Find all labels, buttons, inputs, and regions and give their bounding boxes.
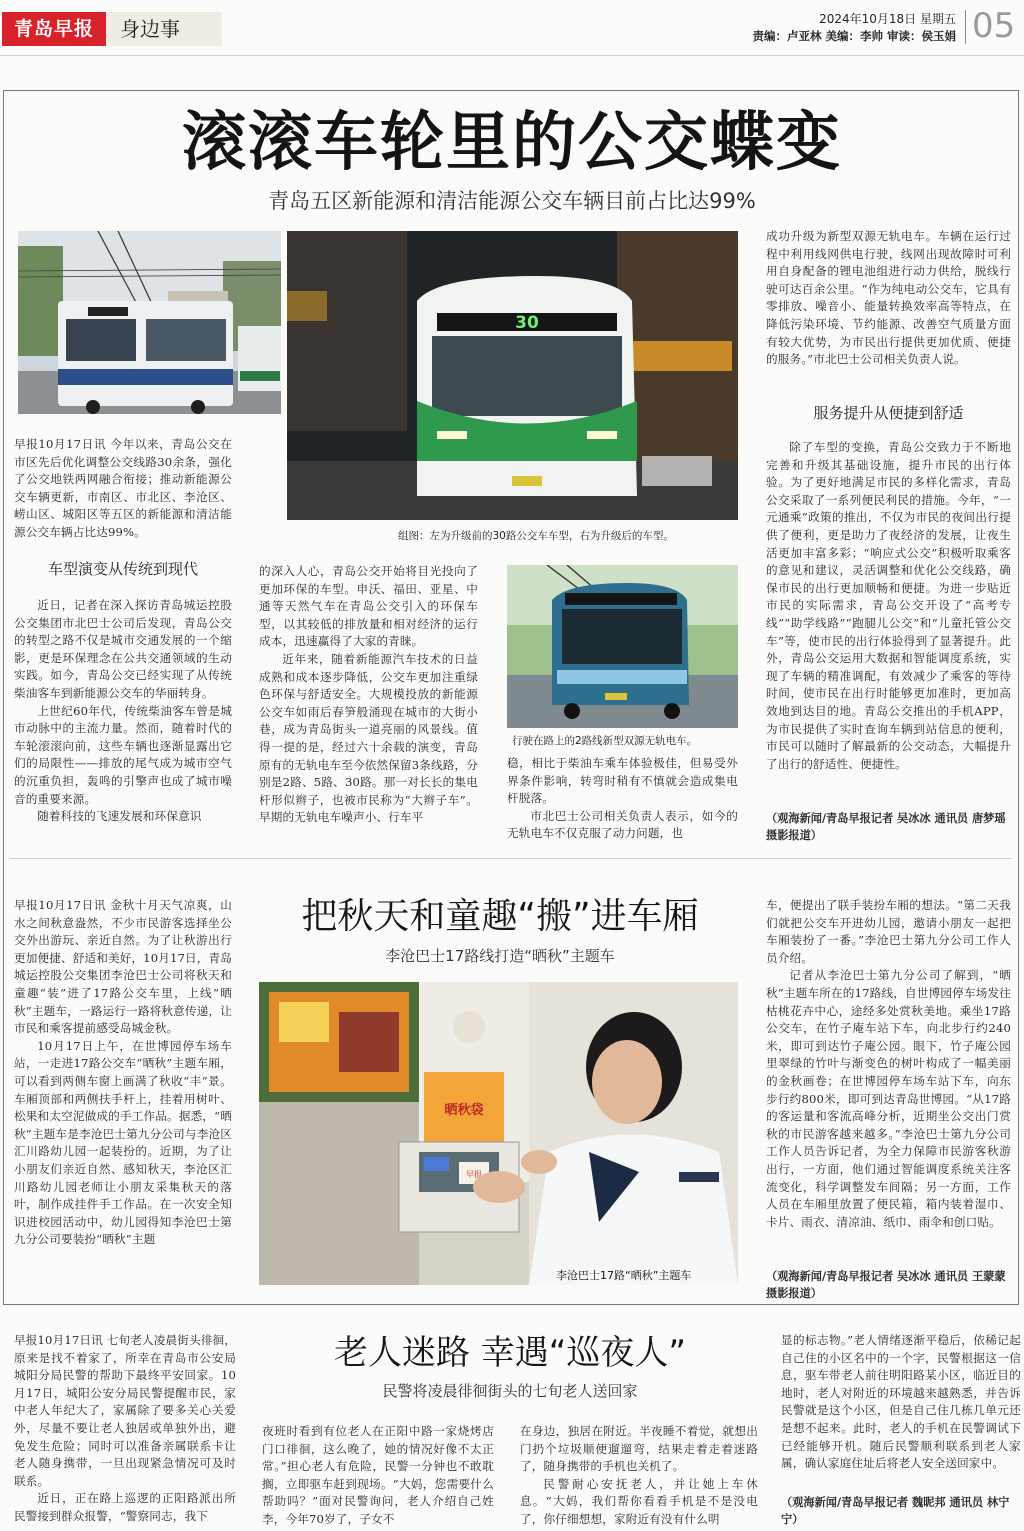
story3-headline: 老人迷路 幸遇“巡夜人” (333, 1333, 687, 1373)
paragraph: 在身边，独居在附近。半夜睡不着觉，就想出门扔个垃圾顺便遛遛弯，结果走着走着迷路了，随身携带的手机也关机了。 (520, 1424, 758, 1474)
paragraph: 夜班时看到有位老人在正阳中路一家烧烤店门口徘徊，这么晚了，她的情况好像不太正常。”担心老人有危险，民警一分钟也不敢耽搁，立即驱车赶到现场。“大妈，您需要什么帮助吗？”面对民警询问，老人介绍自己姓李，今年70岁了，子女不 (262, 1424, 494, 1526)
story1-column-2 (259, 563, 478, 843)
header-editors: 责编：卢亚林 美编：李帅 审读：侯玉娟 (752, 29, 956, 43)
paragraph: 近年来，随着新能源汽车技术的日益成熟和成本逐步降低，公交车更加注重绿色环保与舒适安全。大规模投放的新能源公交车如雨后春笋般涌现在城市的大街小巷，成为青岛街头一道亮丽的风景线。值得一提的是，经过六十余载的演变，青岛原有的无轨电车至今依然保留3条线路，分别是2路、5路、30路。那一对长长的集电杆形似辫子，也被市民称为“大辫子车”。早期的无轨电车噪声小、行车平 (259, 651, 478, 825)
paragraph: 早报10月17日讯 金秋十月天气凉爽，山水之间秋意盎然，不少市民游客选择坐公交外出游玩、亲近自然。为了让秋游出行更加便捷、舒适和美好，10月17日，青岛城运控股公交集团李沧巴士公司将秋天和童趣“装”进了17路公交车里，上线“晒秋”主题车，一路运行一路将秋意传递，让市民和乘客提前感受岛城金秋。 (14, 898, 232, 1036)
card-label: 早报 (466, 1170, 482, 1179)
header-divider (965, 10, 966, 44)
paragraph: 近日，正在路上巡逻的正阳路派出所民警接到群众报警，“警察同志，我下 (14, 1491, 236, 1523)
story2-subheadline: 李沧巴士17路线打造“晒秋”主题车 (385, 947, 615, 965)
paragraph: 显的标志物。”老人情绪逐渐平稳后，依稀记起自己住的小区名中的一个字，民警根据这一信息，驱车带老人前往明阳路某小区，临近目的地时，老人对附近的环境越来越熟悉，并告诉民警就是这个小区，但是自己住几栋几单元还是想不起来。此时，老人的手机在民警调试下已经能够开机。随后民警顺利联系到老人家属，确认家庭住址后将老人安全送回家中。 (781, 1333, 1021, 1471)
story1-photo-caption: 组图：左为升级前的30路公交车车型，右为升级后的车型。 (398, 530, 674, 542)
story1-column-4-bottom (766, 439, 1011, 809)
story-divider (10, 858, 1012, 859)
story3-column-3 (520, 1423, 758, 1528)
story1-byline: （观海新闻/青岛早报记者 吴冰冰 通讯员 唐梦瑶 摄影报道） (766, 812, 1006, 842)
section-tab: 身边事 (106, 12, 222, 46)
paragraph: 稳，相比于柴油车乘车体验极佳，但易受外界条件影响，转弯时稍有不慎就会造成集电杆脱落。 (507, 756, 738, 806)
header-rule (0, 55, 1024, 56)
story1-subheadline: 青岛五区新能源和清洁能源公交车辆目前占比达99% (268, 189, 756, 213)
paragraph: 除了车型的变换，青岛公交致力于不断地完善和升级其基础设施，提升市民的出行体验。为了更好地满足市民的多样化需求，青岛公交采取了一系列便民利民的措施。今年，“一元通乘”政策的推出，不仅为市民的夜间出行提供了便利，更是助力了夜经济的发展，让夜生活更加丰富多彩；“响应式公交”积极听取乘客的意见和建议，灵活调整和优化公交线路，确保市民的出行更加顺畅和便捷。为进一步贴近市民的实际需求，青岛公交开设了“高考专线”“助学线路”“跑腿儿公交”和“儿童托管公交车”等，使市民的出行体验得到了显著提升。此外，青岛公交运用大数据和智能调度系统，实现了车辆的精准调配，有效减少了乘客的等待时间，使市民在出行时能够更加准时，更加高效地到达目的地。青岛公交推出的手机APP，为市民提供了实时查询车辆到站信息的便利，市民可以随时了解最新的公交动态，大幅提升了出行的舒适性、便捷性。 (766, 440, 1011, 771)
page-number: 05 (972, 6, 1016, 46)
paragraph: 上世纪60年代，传统柴油客车曾是城市动脉中的主流力量。然而，随着时代的车轮滚滚向前，这些车辆也逐渐显露出它们的局限性——排放的尾气成为城市空气的沉重负担，轰鸣的引擎声也成了城市噪音的重要来源。 (14, 703, 232, 806)
paper-logo: 青岛早报 (2, 12, 106, 46)
story2-photo-caption: 李沧巴士17路“晒秋”主题车 (556, 1269, 692, 1282)
story1-lead-paragraph: 早报10月17日讯 今年以来，青岛公交在市区先后优化调整公交线路30余条，强化了公交地铁两网融合衔接；推动新能源公交车辆更新，市南区、市北区、李沧区、崂山区、城阳区等五区的新能源和清洁能源公交车辆占比达99%。 (14, 437, 232, 539)
route2-bus-photo (507, 565, 738, 728)
story1-column-1 (14, 597, 232, 843)
header-date: 2024年10月18日 星期五 (819, 12, 956, 26)
story3-column-1 (14, 1332, 236, 1528)
story1-column-4-top (766, 228, 1011, 386)
story3-column-2 (262, 1423, 494, 1528)
story2-byline: （观海新闻/青岛早报记者 吴冰冰 通讯员 王蒙蒙 摄影报道） (766, 1270, 1006, 1300)
autumn-bag-label: 晒秋袋 (444, 1103, 484, 1118)
paragraph: 的深入人心，青岛公交开始将目光投向了更加环保的车型。申沃、福田、亚星、中通等天然气车在青岛公交引入的环保车型，以其较低的排放量和相对经济的运行成本，迅速赢得了大家的青睐。 (259, 564, 478, 649)
story2-column-1 (14, 897, 232, 1284)
new-trolleybus-photo (287, 231, 738, 520)
paragraph: 车，便提出了联手装扮车厢的想法。“第二天我们就把公交车开进幼儿园，邀请小朋友一起把车厢装扮了一番。”李沧巴士第九分公司工作人员介绍。 (766, 898, 1011, 965)
paragraph: 10月17日上午，在世博园停车场车站，一走进17路公交车“晒秋”主题车厢，可以看到两侧车窗上画满了秋收“丰”景。车厢顶部和两侧扶手杆上，挂着用树叶、松果和太空泥做成的手工作品。据悉，“晒秋”主题车是李沧巴士第九分公司与李沧区汇川路幼儿园一起装扮的。近期，为了让小朋友们亲近自然、感知秋天，李沧区汇川路幼儿园老师让小朋友采集秋天的落叶，制作成挂件手工作品。在一次安全知识进校园活动中，幼儿园得知李沧巴士第九分公司要装扮“晒秋”主题 (14, 1038, 232, 1247)
story1-headline: 滚滚车轮里的公交蝶变 (182, 106, 842, 180)
paragraph: 随着科技的飞速发展和环保意识 (37, 809, 202, 824)
paragraph: 记者从李沧巴士第九分公司了解到，“晒秋”主题车所在的17路线，自世博园停车场发往枯桃花卉中心，途经多处赏秋美地。乘坐17路公交车，在竹子庵车站下车，向北步行约240米，即可到达竹子庵公园。眼下，竹子庵公园里翠绿的竹叶与渐变色的树叶构成了一幅美丽的金秋画卷；在世博园停车场车站下车，向东步行约800米，即可到达青岛世博园。“从17路的客运量和客流高峰分析，近期坐公交出门赏秋的市民游客越来越多。”李沧巴士第九分公司工作人员告诉记者，为全力保障市民游客秋游出行，一方面，他们通过智能调度系统关注客流变化，科学调整发车间隔；另一方面，工作人员在车厢里放置了便民箱，箱内装着湿巾、卡片、雨衣、清凉油、纸巾、雨伞和创口贴。 (766, 968, 1011, 1229)
story1-column-3 (507, 755, 738, 843)
story1-section2-title: 服务提升从便捷到舒适 (813, 404, 964, 422)
paragraph: 成功升级为新型双源无轨电车。车辆在运行过程中利用线网供电行驶，线网出现故障时可利用自身配备的锂电池组进行动力供给，脱线行驶可达百余公里。“作为纯电动公交车，它具有零排放、噪音小、能量转换效率高等特点，在降低污染环境、节约能源、改善空气质量方面有较大优势，为市民出行提供更加优质、便捷的服务。”市北巴士公司相关负责人说。 (766, 229, 1011, 367)
paragraph: 市北巴士公司相关负责人表示，如今的无轨电车不仅克服了动力问题，也 (507, 808, 738, 841)
route2-photo-caption: 行驶在路上的2路线新型双源无轨电车。 (512, 735, 698, 747)
story3-column-4 (781, 1332, 1021, 1492)
paragraph: 近日，记者在深入探访青岛城运控股公交集团市北巴士公司后发现，青岛公交的转型之路不仅是城市交通发展的一个缩影，更是环保理念在公共交通领域的生动实践。如今，青岛公交已经实现了从传统柴油客车到新能源公交车的华丽转身。 (14, 598, 232, 700)
autumn-bus-photo (259, 982, 738, 1285)
bus-route-number: 30 (515, 313, 539, 333)
paragraph: 民警耐心安抚老人，并让她上车休息。“大妈，我们帮你看看手机是不是没电了，你仔细想想，家附近有没有什么明 (520, 1476, 758, 1526)
story1-lead (14, 436, 232, 544)
story2-column-2 (766, 897, 1011, 1269)
story1-section1-title: 车型演变从传统到现代 (47, 560, 198, 578)
story2-headline: 把秋天和童趣“搬”进车厢 (301, 896, 699, 937)
old-trolleybus-photo (18, 231, 281, 414)
story3-byline: （观海新闻/青岛早报记者 魏昵邦 通讯员 林宁宁） (781, 1496, 1010, 1526)
paragraph: 早报10月17日讯 七旬老人凌晨街头徘徊，原来是找不着家了，所幸在青岛市公安局城阳分局民警的帮助下最终平安回家。10月17日，城阳公安分局民警提醒市民，家中老人年纪大了，家属除了要多关心关爱外，尽量不要让老人独居或单独外出，避免发生危险；同时可以准备亲属联系卡让老人随身携带，一旦出现紧急情况可及时联系。 (14, 1333, 236, 1488)
story3-subheadline: 民警将凌晨徘徊街头的七旬老人送回家 (382, 1382, 638, 1400)
